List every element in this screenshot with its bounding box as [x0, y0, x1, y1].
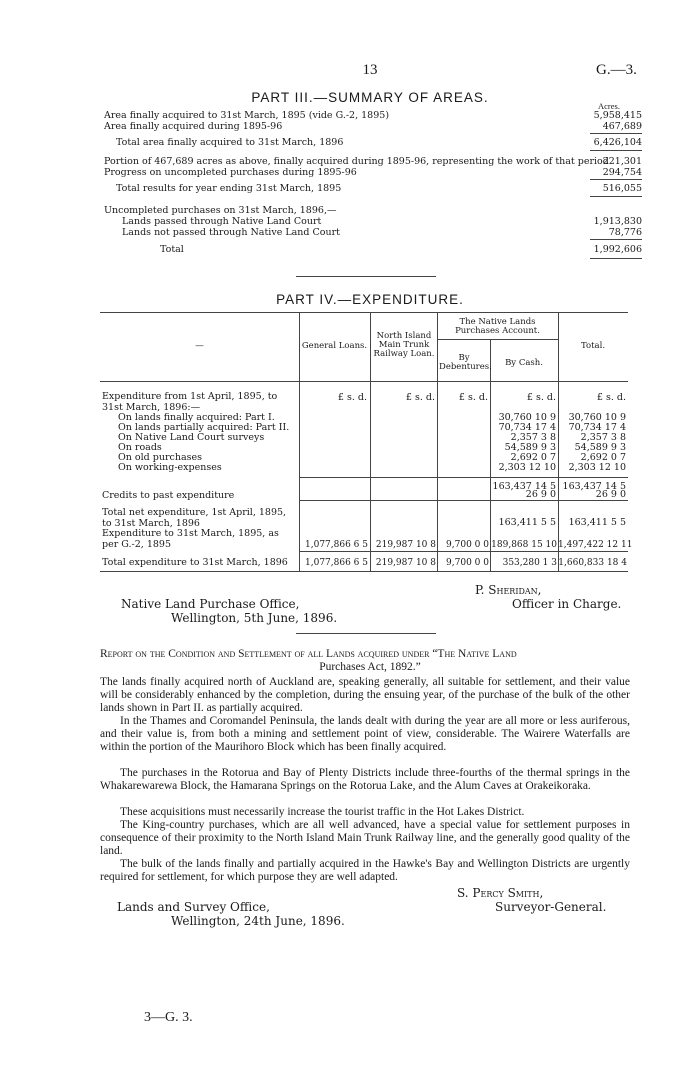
- item-label: On roads: [118, 442, 162, 453]
- sum-rule: [590, 179, 642, 180]
- prior-total: 1,497,422 12 11: [558, 540, 633, 550]
- lsd-header: £ s. d.: [405, 392, 435, 403]
- section-divider: [296, 276, 436, 277]
- grand-cash: 353,280 1 3: [502, 558, 557, 568]
- summary-row: [104, 167, 642, 179]
- sum-rule: [590, 150, 642, 151]
- item-cash: 54,589 9 3: [504, 442, 556, 453]
- summary-row-label: Total results for year ending 31st March, 1895: [116, 183, 342, 194]
- report-heading-line2: Purchases Act, 1892.”: [319, 661, 421, 673]
- signatory-title: Officer in Charge.: [512, 597, 622, 611]
- summary-row-value: 221,301: [602, 156, 642, 167]
- summary-row: [104, 244, 642, 256]
- summary-row-label: Progress on uncompleted purchases during 1895-96: [104, 167, 357, 178]
- summary-row-label: Lands passed through Native Land Court: [122, 216, 322, 227]
- grand-label: Total expenditure to 31st March, 1896: [102, 557, 288, 568]
- table-rule: [100, 312, 628, 313]
- summary-row-label: Lands not passed through Native Land Court: [122, 227, 340, 238]
- summary-row-value: 6,426,104: [593, 137, 642, 148]
- summary-row-label: Uncompleted purchases on 31st March, 1896,—: [104, 205, 337, 216]
- summary-row-label: Area finally acquired during 1895-96: [104, 121, 283, 132]
- lsd-header: £ s. d.: [458, 392, 488, 403]
- document-reference: G.—3.: [596, 62, 637, 78]
- prior-railway: 219,987 10 8: [375, 540, 436, 550]
- sum-rule: [590, 133, 642, 134]
- sum-rule: [590, 196, 642, 197]
- table-rule: [299, 500, 628, 501]
- table-rule: [437, 312, 438, 571]
- net-total: 163,411 5 5: [568, 517, 626, 528]
- grand-debentures: 9,700 0 0: [446, 558, 489, 568]
- page-number: 13: [362, 62, 378, 78]
- subtotal-total: 163,437 14 5: [562, 481, 626, 492]
- header-general-loans: General Loans.: [301, 341, 368, 351]
- item-total: 2,303 12 10: [568, 462, 626, 473]
- place-date: Wellington, 24th June, 1896.: [171, 914, 345, 928]
- report-paragraph: These acquisitions must necessarily increase the tourist traffic in the Hot Lakes District.: [120, 806, 525, 818]
- credits-label: Credits to past expenditure: [102, 490, 235, 501]
- credits-total: 26 9 0: [595, 489, 626, 500]
- header-total: Total.: [580, 341, 606, 351]
- summary-row-label: Portion of 467,689 acres as above, finally acquired during 1895-96, representing the work of that period: [104, 156, 609, 167]
- prior-label: Expenditure to 31st March, 1895, as per G.-2, 1895: [102, 528, 279, 550]
- lsd-header: £ s. d.: [596, 392, 626, 403]
- table-rule: [299, 477, 628, 478]
- credits-cash: 26 9 0: [525, 489, 556, 500]
- place-date: Wellington, 5th June, 1896.: [171, 611, 338, 625]
- sum-rule: [590, 239, 642, 240]
- table-rule: [100, 571, 628, 572]
- table-rule: [299, 551, 628, 552]
- item-cash: 30,760 10 9: [498, 412, 556, 423]
- prior-debentures: 9,700 0 0: [446, 540, 489, 550]
- header-nlp-account: The Native Lands Purchases Account.: [455, 317, 540, 336]
- summary-row-value: 78,776: [608, 227, 642, 238]
- lsd-header: £ s. d.: [526, 392, 556, 403]
- grand-railway: 219,987 10 8: [375, 558, 436, 568]
- item-cash: 2,692 0 7: [510, 452, 556, 463]
- net-cash: 163,411 5 5: [498, 517, 556, 528]
- summary-row: [104, 183, 642, 195]
- part4-title: PART IV.—EXPENDITURE.: [276, 292, 464, 307]
- item-label: On old purchases: [118, 452, 203, 463]
- item-cash: 2,303 12 10: [498, 462, 556, 473]
- item-label: On Native Land Court surveys: [118, 432, 265, 443]
- acres-unit-label: Acres.: [598, 101, 620, 111]
- summary-row-label: Total area finally acquired to 31st March, 1896: [116, 137, 344, 148]
- table-rule: [100, 381, 628, 382]
- office-name: Lands and Survey Office,: [117, 900, 270, 914]
- lsd-header: £ s. d.: [337, 392, 367, 403]
- table-rule: [490, 339, 491, 571]
- table-rule: [437, 339, 558, 340]
- summary-row-label: Area finally acquired to 31st March, 1895 (vide G.-2, 1895): [104, 110, 390, 121]
- signatory-name: S. Percy Smith,: [457, 886, 544, 900]
- item-label: On lands partially acquired: Part II.: [118, 422, 290, 433]
- header-by-cash: By Cash.: [505, 358, 543, 368]
- summary-row: [104, 121, 642, 133]
- prior-cash: 189,868 15 10: [491, 540, 557, 550]
- report-paragraph: The bulk of the lands finally and partially acquired in the Hawke's Bay and Wellington Districts are urgently required for settlement, for which purpose they are well adapted.: [100, 858, 630, 883]
- item-cash: 70,734 17 4: [498, 422, 556, 433]
- grand-general: 1,077,866 6 5: [305, 558, 368, 568]
- report-paragraph: In the Thames and Coromandel Peninsula, the lands dealt with during the year are all more or less auriferous, and their value is, from both a mining and settlement point of view, considerable. The Wairere Waterfalls are within the portion of the Maurihoro Block which has been finally acquired.: [100, 715, 630, 753]
- net-label: Total net expenditure, 1st April, 1895, to 31st March, 1896: [102, 507, 287, 529]
- report-heading: [100, 648, 640, 674]
- subtotal-cash: 163,437 14 5: [492, 481, 556, 492]
- report-paragraph: The King-country purchases, which are all well advanced, have a special value for settlement purposes in consequence of their proximity to the North Island Main Trunk Railway line, and the generally good quality of the land.: [100, 819, 630, 857]
- summary-row-value: 516,055: [602, 183, 642, 194]
- summary-row: [104, 227, 642, 239]
- summary-row-value: 5,958,415: [593, 110, 642, 121]
- summary-row-label: Total: [160, 244, 184, 255]
- summary-row-value: 294,754: [602, 167, 642, 178]
- item-label: On working-expenses: [118, 462, 222, 473]
- section-divider: [296, 633, 436, 634]
- signatory-title: Surveyor-General.: [495, 900, 607, 914]
- header-by-debentures: By Debentures.: [439, 353, 492, 372]
- report-paragraph: The purchases in the Rotorua and Bay of Plenty Districts include three-fourths of the thermal springs in the Whakarewarewa Block, the Hamarana Springs on the Rotorua Lake, and the Alum Caves at Orakeikoraka.: [100, 767, 630, 792]
- item-cash: 2,357 3 8: [510, 432, 556, 443]
- sum-rule: [590, 258, 642, 259]
- header-railway-loan: North Island Main Trunk Railway Loan.: [373, 331, 435, 359]
- item-total: 70,734 17 4: [568, 422, 626, 433]
- report-heading-line1: Report on the Condition and Settlement of all Lands acquired under “The Native Land: [100, 648, 517, 660]
- summary-row-value: 1,913,830: [593, 216, 642, 227]
- item-total: 2,692 0 7: [580, 452, 626, 463]
- footer-signature-mark: 3—G. 3.: [144, 1010, 193, 1025]
- header-dash: —: [195, 341, 204, 351]
- part3-title: PART III.—SUMMARY OF AREAS.: [251, 90, 489, 105]
- prior-general: 1,077,866 6 5: [305, 540, 368, 550]
- item-total: 54,589 9 3: [574, 442, 626, 453]
- item-total: 30,760 10 9: [568, 412, 626, 423]
- expenditure-intro: Expenditure from 1st April, 1895, to 31st March, 1896:—: [102, 391, 278, 413]
- item-label: On lands finally acquired: Part I.: [118, 412, 275, 423]
- table-rule: [370, 312, 371, 571]
- summary-row-value: 1,992,606: [593, 244, 642, 255]
- office-name: Native Land Purchase Office,: [121, 597, 300, 611]
- summary-row: [104, 137, 642, 149]
- grand-total: 1,660,833 18 4: [558, 558, 627, 568]
- summary-row-value: 467,689: [602, 121, 642, 132]
- signatory-name: P. Sheridan,: [475, 583, 542, 597]
- report-paragraph: The lands finally acquired north of Auckland are, speaking generally, all suitable for settlement, and their value will be considerably enhanced by the completion, during the ensuing year, of the purchase of the bulk of the other lands shown in Part II. as partially acquired.: [100, 676, 630, 714]
- item-total: 2,357 3 8: [580, 432, 626, 443]
